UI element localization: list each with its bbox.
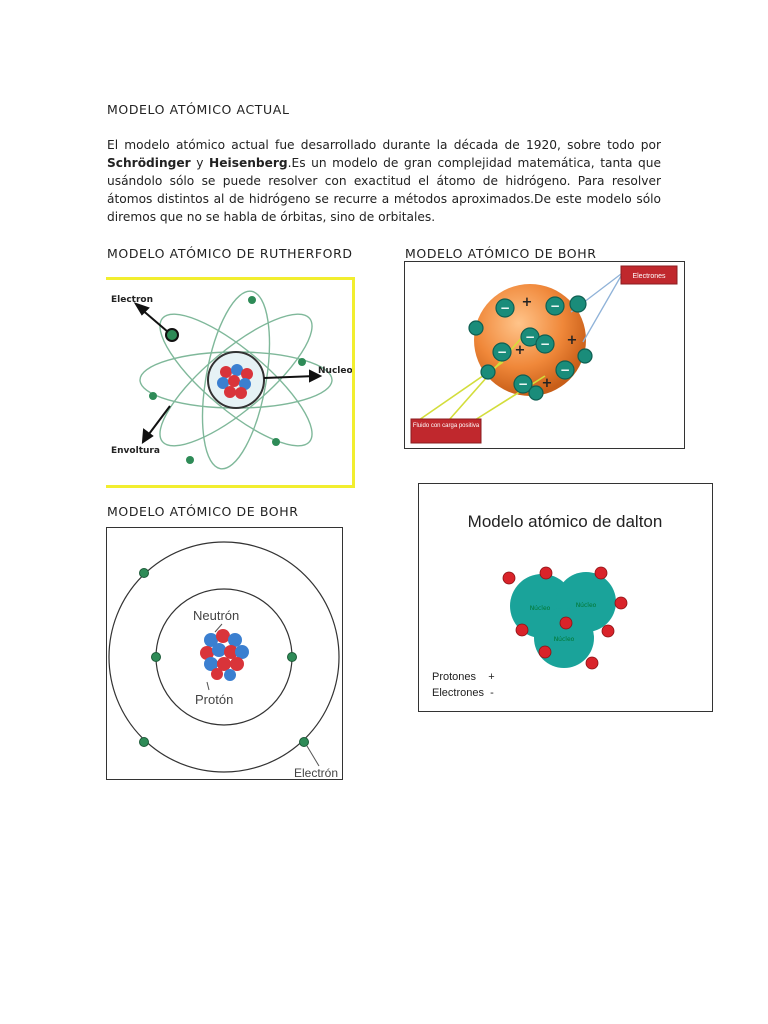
proton-dot xyxy=(586,657,598,669)
name-schrodinger: Schrödinger xyxy=(107,156,191,170)
legend-electrons: Electrones - xyxy=(432,687,494,699)
label-fluid: Fluido con carga positiva xyxy=(412,423,480,429)
label-nucleus: Nucleo xyxy=(318,366,352,376)
plus-sign: + xyxy=(514,343,526,358)
bohr-orbits-diagram xyxy=(107,528,342,779)
dalton-diagram xyxy=(419,484,712,711)
nucleus-arrow xyxy=(264,376,316,378)
minus-sign: − xyxy=(517,377,529,391)
electron-dot xyxy=(298,358,306,366)
electron-dot xyxy=(300,738,309,747)
electron-dot xyxy=(288,653,297,662)
heading-bohr-bottom: MODELO ATÓMICO DE BOHR xyxy=(107,504,299,519)
electron-ball xyxy=(469,321,483,335)
dalton-title: Modelo atómico de dalton xyxy=(467,512,663,531)
minus-sign: − xyxy=(499,301,511,315)
rutherford-figure xyxy=(106,277,355,488)
proton-dot xyxy=(539,646,551,658)
electron-dot xyxy=(149,392,157,400)
paragraph-text-3: .Es un modelo de gran complejidad matemática, tanta que usándolo sólo se puede resolver con exactitud el átomo de hidrógeno. Para resolver átomos distintos al de hidrógeno se recurre a métodos aproximados.De este modelo sólo diremos que no se habla de órbitas, sino de orbitales. xyxy=(107,156,662,224)
paragraph-text-1: El modelo atómico actual fue desarrollado durante la década de 1920, sobre todo por xyxy=(107,138,661,152)
proton-dot xyxy=(602,625,614,637)
minus-sign: − xyxy=(549,299,561,313)
paragraph-text-2: y xyxy=(190,156,210,170)
nucleus-label: Núcleo xyxy=(529,605,551,612)
proton-dot xyxy=(540,567,552,579)
intro-paragraph xyxy=(107,136,661,226)
minus-sign: − xyxy=(524,330,536,344)
name-heisenberg: Heisenberg xyxy=(209,156,288,170)
page-title: MODELO ATÓMICO ACTUAL xyxy=(107,102,290,117)
label-electron: Electron xyxy=(111,295,154,305)
bohr-figure-bottom xyxy=(106,527,343,780)
dalton-figure xyxy=(418,483,713,712)
label-proton: Protón xyxy=(195,692,234,707)
pointer-line xyxy=(583,276,621,342)
electron-ball xyxy=(481,365,495,379)
proton-pointer xyxy=(207,682,209,690)
plus-sign: + xyxy=(566,333,578,348)
label-envelope: Envoltura xyxy=(111,446,160,456)
electron-pointer xyxy=(307,746,319,766)
label-neutron: Neutrón xyxy=(193,608,240,623)
electron-dot xyxy=(186,456,194,464)
proton-dot xyxy=(560,617,572,629)
heading-bohr-top: MODELO ATÓMICO DE BOHR xyxy=(405,246,597,261)
bohr-nucleus xyxy=(200,629,249,681)
minus-sign: − xyxy=(539,337,551,351)
plus-sign: + xyxy=(521,295,533,310)
label-electron-bottom: Electrón xyxy=(294,766,339,779)
heading-rutherford: MODELO ATÓMICO DE RUTHERFORD xyxy=(107,246,353,261)
proton-dot xyxy=(516,624,528,636)
electron-dot xyxy=(140,738,149,747)
electron-ball xyxy=(570,296,586,312)
electron-dot xyxy=(152,653,161,662)
electron-ball xyxy=(578,349,592,363)
minus-sign: − xyxy=(559,363,571,377)
bohr-figure-top xyxy=(404,261,685,449)
label-electrons: Electrones xyxy=(632,273,666,280)
legend-protons: Protones + xyxy=(432,671,495,683)
proton-dot xyxy=(615,597,627,609)
plum-pudding-diagram xyxy=(405,262,684,448)
nucleus-label: Núcleo xyxy=(575,602,597,609)
plus-sign: + xyxy=(541,376,553,391)
electron-dot xyxy=(248,296,256,304)
proton-dot xyxy=(503,572,515,584)
proton-dot xyxy=(595,567,607,579)
minus-sign: − xyxy=(496,345,508,359)
electron-dot xyxy=(272,438,280,446)
nucleus-label: Núcleo xyxy=(553,636,575,643)
electron-dot xyxy=(140,569,149,578)
rutherford-diagram xyxy=(106,280,352,485)
